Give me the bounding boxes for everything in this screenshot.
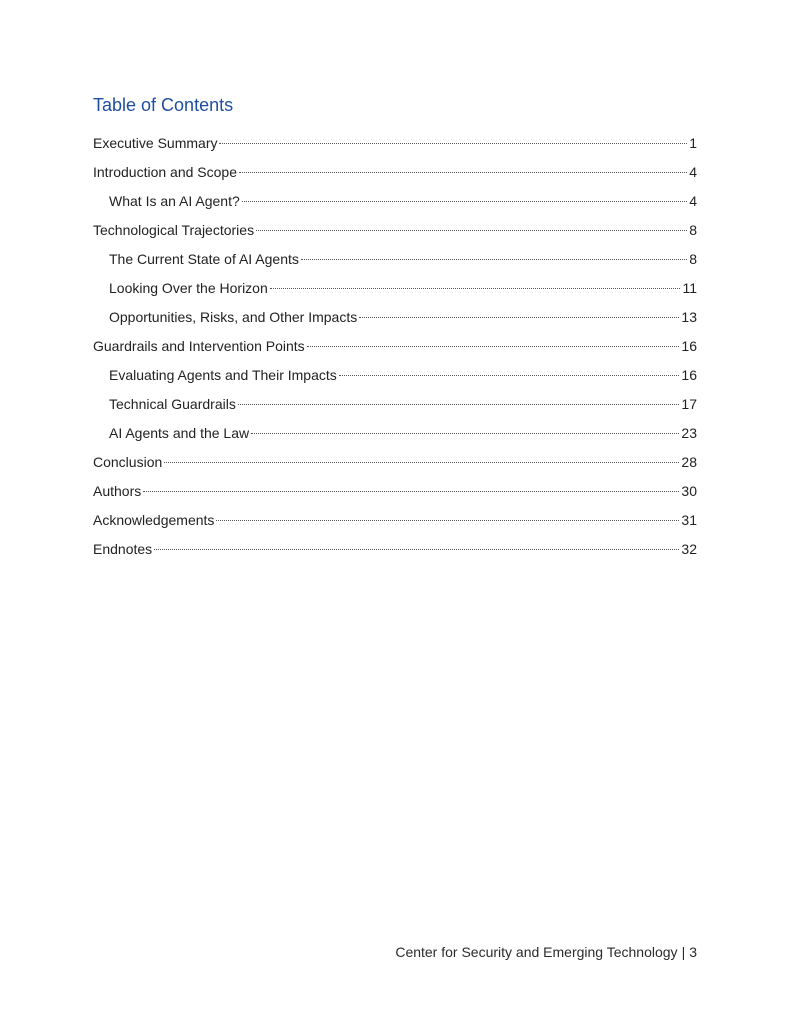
dot-leader [238, 404, 680, 405]
toc-entry-opportunities-risks-impacts[interactable] [93, 307, 697, 336]
toc-entry-label: Acknowledgements [93, 512, 215, 528]
toc-entry-endnotes[interactable] [93, 539, 697, 568]
toc-entry-conclusion[interactable] [93, 452, 697, 481]
toc-entry-page: 4 [689, 193, 697, 209]
toc-entry-page: 8 [689, 251, 697, 267]
page-footer [395, 942, 697, 962]
dot-leader [239, 172, 687, 173]
toc-entry-page: 28 [681, 454, 697, 470]
toc-entry-label: Guardrails and Intervention Points [93, 338, 305, 354]
toc-title: Table of Contents [93, 95, 234, 115]
toc-entry-what-is-an-ai-agent[interactable] [93, 191, 697, 220]
dot-leader [242, 201, 687, 202]
footer-page-number: 3 [689, 944, 697, 960]
toc-entry-current-state-of-ai-agents[interactable] [93, 249, 697, 278]
footer-separator: | [681, 944, 686, 960]
toc-entry-label: Evaluating Agents and Their Impacts [109, 367, 337, 383]
dot-leader [256, 230, 687, 231]
dot-leader [307, 346, 680, 347]
dot-leader [164, 462, 679, 463]
toc-entry-page: 16 [681, 367, 697, 383]
toc-entry-label: Authors [93, 483, 142, 499]
toc-entry-page: 17 [681, 396, 697, 412]
toc-entry-label: Introduction and Scope [93, 164, 237, 180]
dot-leader [219, 143, 687, 144]
dot-leader [154, 549, 679, 550]
toc-entry-page: 11 [682, 280, 697, 296]
toc-entry-label: AI Agents and the Law [109, 425, 250, 441]
toc-entry-label: Endnotes [93, 541, 153, 557]
toc-entry-page: 13 [681, 309, 697, 325]
dot-leader [270, 288, 681, 289]
toc-entry-looking-over-the-horizon[interactable] [93, 278, 697, 307]
toc-entry-page: 32 [681, 541, 697, 557]
toc-entry-page: 8 [689, 222, 697, 238]
toc-entry-page: 23 [681, 425, 697, 441]
toc-entry-label: Conclusion [93, 454, 163, 470]
toc-entry-label: What Is an AI Agent? [109, 193, 240, 209]
dot-leader [339, 375, 680, 376]
toc-entry-page: 31 [681, 512, 697, 528]
toc-entry-authors[interactable] [93, 481, 697, 510]
toc-entry-evaluating-agents[interactable] [93, 365, 697, 394]
toc-entry-page: 1 [689, 135, 697, 151]
toc-entry-label: The Current State of AI Agents [109, 251, 299, 267]
toc-entry-page: 16 [681, 338, 697, 354]
toc-entry-page: 30 [681, 483, 697, 499]
toc-entry-label: Opportunities, Risks, and Other Impacts [109, 309, 358, 325]
toc-entry-label: Executive Summary [93, 135, 218, 151]
dot-leader [216, 520, 679, 521]
dot-leader [143, 491, 679, 492]
toc-entry-label: Looking Over the Horizon [109, 280, 268, 296]
toc-entry-page: 4 [689, 164, 697, 180]
toc-entry-label: Technological Trajectories [93, 222, 255, 238]
toc-entry-technical-guardrails[interactable] [93, 394, 697, 423]
toc-list [93, 133, 697, 568]
toc-entry-label: Technical Guardrails [109, 396, 236, 412]
toc-entry-acknowledgements[interactable] [93, 510, 697, 539]
dot-leader [251, 433, 679, 434]
toc-entry-introduction-and-scope[interactable] [93, 162, 697, 191]
toc-entry-ai-agents-and-the-law[interactable] [93, 423, 697, 452]
toc-entry-technological-trajectories[interactable] [93, 220, 697, 249]
toc-entry-guardrails-and-intervention-points[interactable] [93, 336, 697, 365]
toc-entry-executive-summary[interactable] [93, 133, 697, 162]
dot-leader [301, 259, 687, 260]
footer-organization: Center for Security and Emerging Technology [395, 944, 678, 960]
dot-leader [359, 317, 679, 318]
